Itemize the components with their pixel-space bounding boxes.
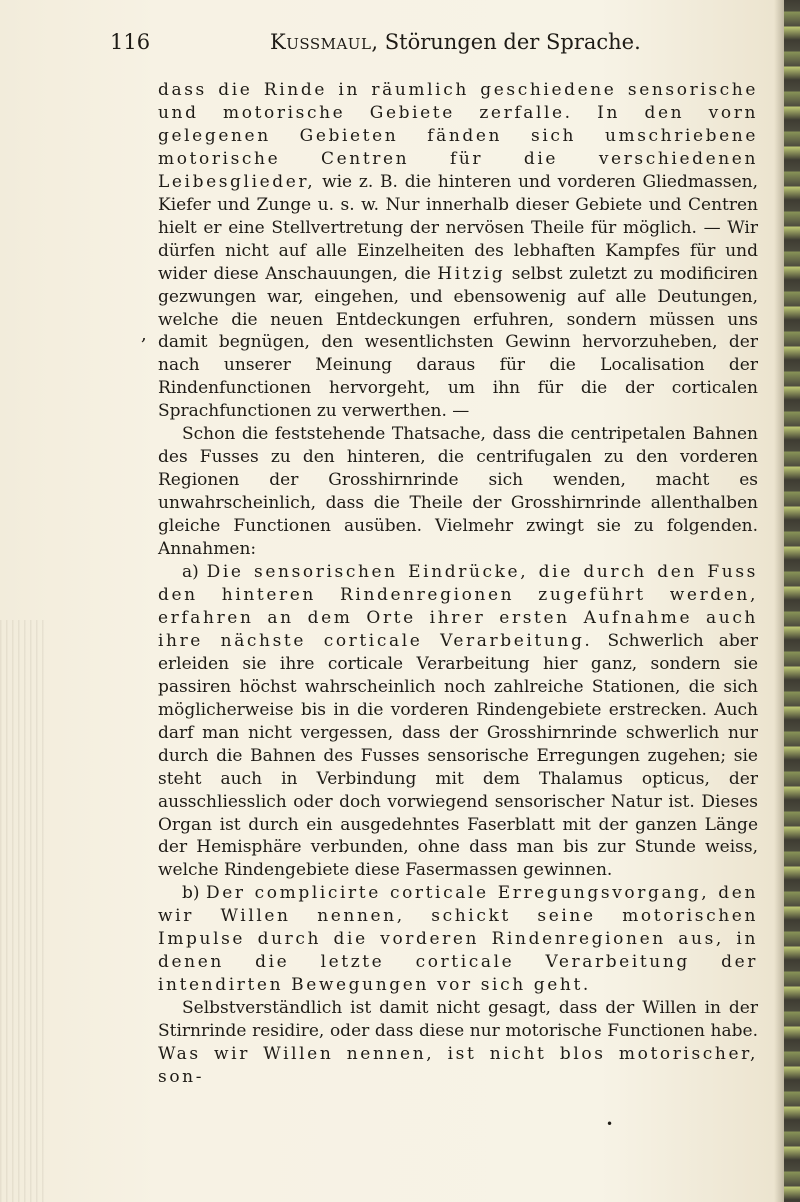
paragraph-4 bbox=[158, 882, 758, 997]
text-segment: Der complicirte corticale Erregungsvorgang, den wir Willen nennen, schickt seine motorischen Impulse durch die vorderen Rindenregionen aus, in denen die letzte corticale Verarbeitung der intendirten Bewegungen vor sich geht. bbox=[158, 883, 758, 996]
text-segment: Was wir Willen nennen, ist nicht blos motorischer, son- bbox=[158, 1044, 758, 1087]
paragraph-5 bbox=[158, 997, 758, 1089]
paragraph-2 bbox=[158, 423, 758, 561]
running-head-title: , Störungen der Sprache. bbox=[371, 30, 641, 54]
text-segment: Die sensorischen Eindrücke, die durch den Fuss den hinteren Rindenregionen zugeführt werden, erfahren an dem Orte ihrer ersten Aufnahme auch ihre nächste corticale Verarbeitung. bbox=[158, 562, 758, 651]
stray-printing-mark: , bbox=[141, 324, 147, 345]
page-header bbox=[110, 30, 710, 62]
stray-printing-mark: • bbox=[606, 1117, 614, 1131]
page-number: 116 bbox=[110, 30, 151, 54]
running-head bbox=[270, 30, 641, 54]
paragraph-3 bbox=[158, 561, 758, 882]
text-segment: Selbstverständlich ist damit nicht gesagt, dass der Willen in der Stirnrinde residire, oder dass diese nur motorische Functionen habe. bbox=[158, 998, 758, 1042]
paragraph-1 bbox=[158, 79, 758, 423]
text-segment: b) bbox=[182, 883, 206, 904]
text-segment: Schwerlich aber erleiden sie ihre corticale Verarbeitung hier ganz, sondern sie passiren höchst wahrscheinlich noch zahlreiche Stationen, die sich möglicherweise bis in die vorderen Rindengebiete erstrecken. Auch darf man nicht vergessen, dass der Grosshirnrinde schwerlich nur durch die Bahnen des Fusses sensorische Erregungen zugehen; sie steht auch in Verbindung mit dem Thalamus opticus, der ausschliesslich oder doch vorwiegend sensorischer Natur ist. Dieses Organ ist durch ein ausgedehntes Faserblatt mit der ganzen Länge der Hemisphäre verbunden, ohne dass man bis zur Stunde weiss, welche Rindengebiete diese Fasermassen gewinnen. bbox=[158, 630, 758, 881]
book-spine-edge bbox=[784, 0, 800, 1202]
body-text bbox=[158, 79, 758, 1089]
spine-shadow bbox=[774, 0, 784, 1202]
text-segment: dass die Rinde in räumlich geschiedene sensorische und motorische Gebiete zerfalle. In den vorn gelegenen Gebieten fänden sich umschriebene motorische Centren für die verschiedenen Leibesglieder, bbox=[158, 80, 758, 192]
text-segment: wie z. B. die hinteren und vorderen Gliedmassen, Kiefer und Zunge u. s. w. Nur innerhalb dieser Gebiete und Centren hielt er eine Stellvertretung der nervösen Theile für möglich. — Wir dürfen nicht auf alle Einzelheiten des lebhaften Kampfes für und wider diese Anschauungen, die bbox=[158, 171, 758, 284]
text-segment: selbst zuletzt zu modificiren gezwungen war, eingehen, und ebensowenig auf alle Deutungen, welche die neuen Entdeckungen erfuhren, sondern müssen uns damit begnügen, den wesentlichsten Gewinn hervorzuheben, der nach unserer Meinung daraus für die Localisation der Rindenfunctionen hervorgeht, um ihn für die der corticalen Sprachfunctionen zu verwerthen. — bbox=[158, 263, 758, 422]
left-margin-bleed-through bbox=[0, 620, 44, 1202]
text-segment: Hitzig bbox=[437, 263, 506, 284]
text-segment: Schon die feststehende Thatsache, dass die centripetalen Bahnen des Fusses zu den hinteren, die centrifugalen zu den vorderen Regionen der Grosshirnrinde sich wenden, macht es unwahrscheinlich, dass die Theile der Grosshirnrinde allenthalben gleiche Functionen ausüben. Vielmehr zwingt sie zu folgenden. Annahmen: bbox=[158, 424, 758, 560]
text-segment: a) bbox=[182, 562, 207, 583]
running-head-author: Kussmaul bbox=[270, 30, 372, 54]
